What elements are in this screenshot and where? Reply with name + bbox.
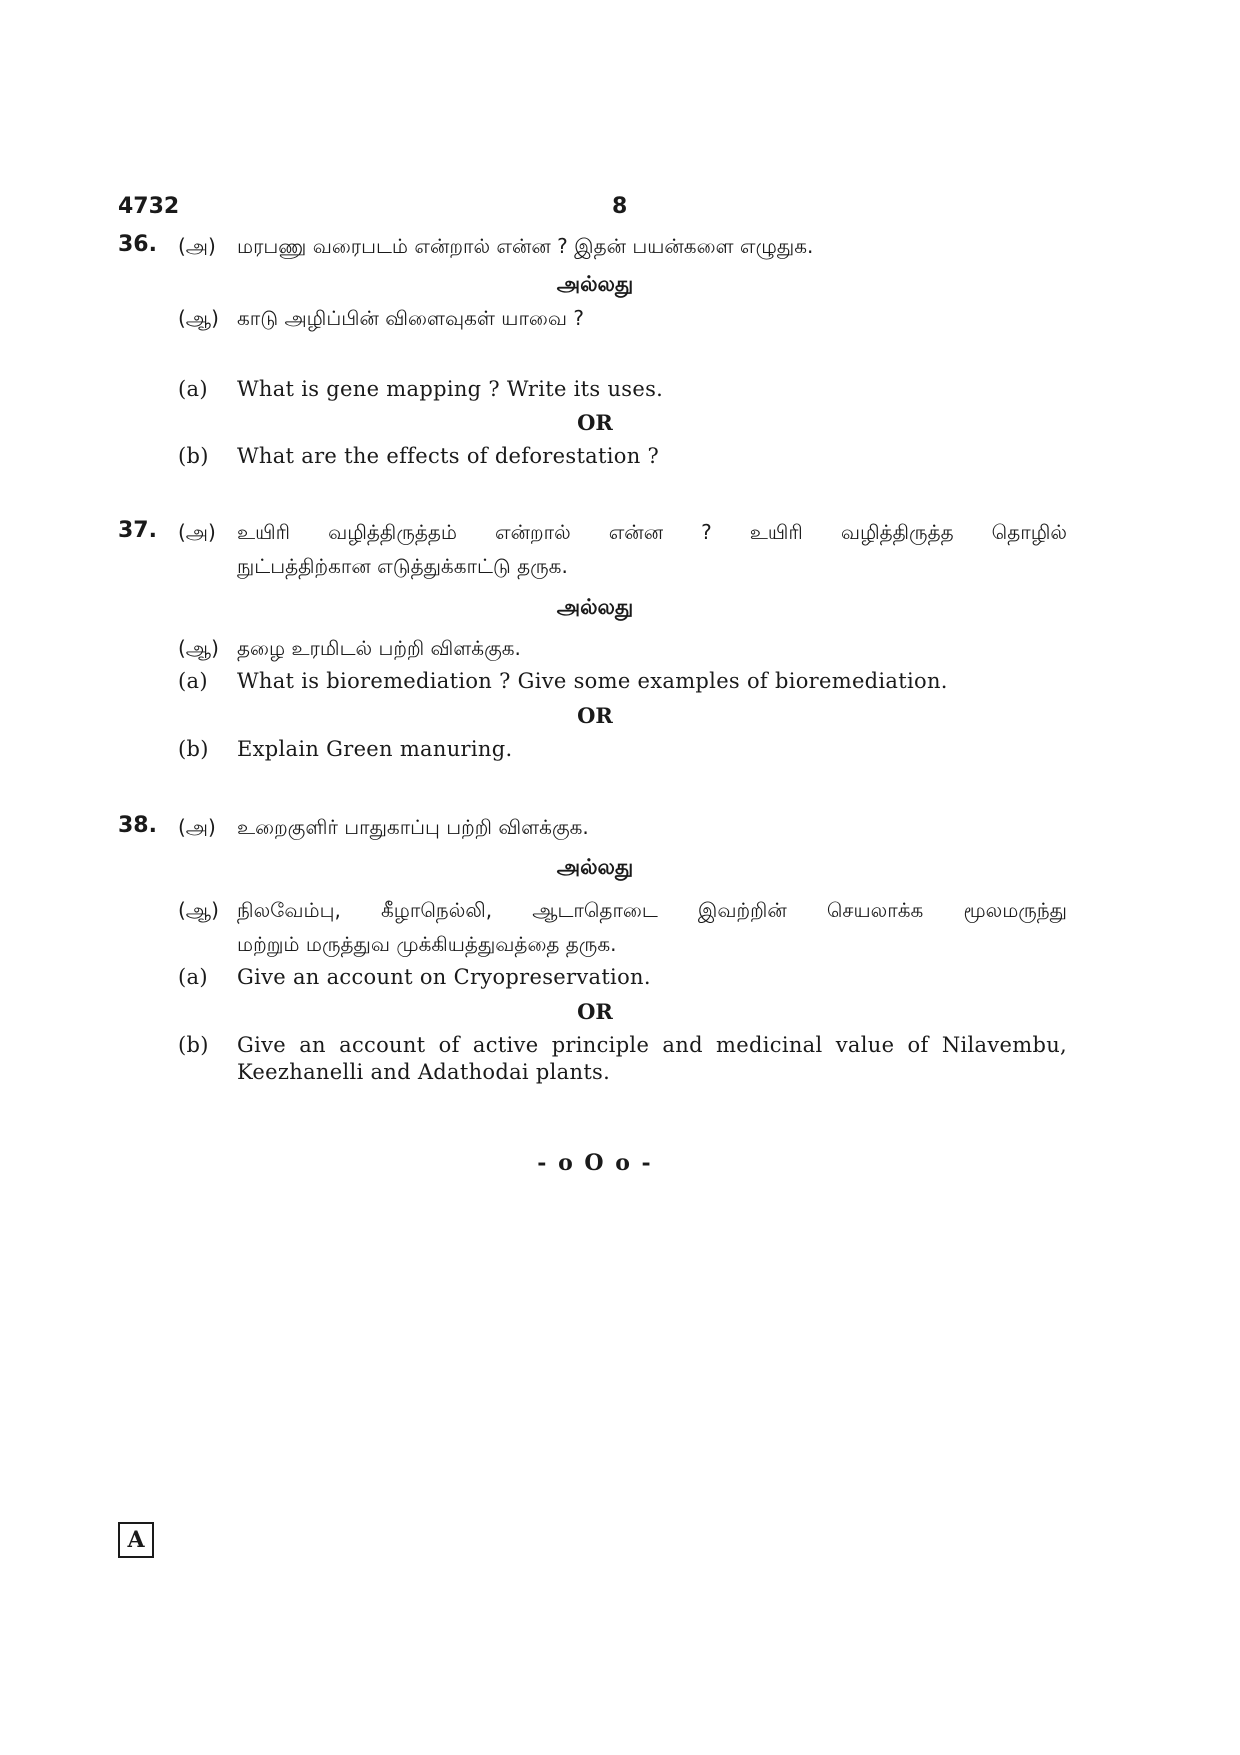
option-label: (அ): [178, 520, 216, 544]
option-label: (ஆ): [178, 636, 219, 660]
option-label: (ஆ): [178, 306, 219, 330]
or-divider-english: OR: [577, 703, 613, 728]
option-label: (b): [178, 737, 209, 761]
question-text-tamil: மற்றும் மருத்துவ முக்கியத்துவத்தை தருக.: [237, 932, 617, 956]
question-text-tamil: உறைகுளிர் பாதுகாப்பு பற்றி விளக்குக.: [237, 815, 589, 839]
question-text-english: Keezhanelli and Adathodai plants.: [237, 1060, 611, 1084]
question-text-tamil: மரபணு வரைபடம் என்றால் என்ன ? இதன் பயன்களை எழுதுக.: [237, 234, 814, 258]
or-divider-english: OR: [577, 410, 613, 435]
option-label: (a): [178, 669, 208, 693]
question-number: 38.: [118, 813, 157, 838]
question-text-english: Give an account of active principle and medicinal value of Nilavembu,: [237, 1033, 1067, 1057]
paper-version-box: A: [118, 1522, 154, 1558]
question-text-tamil: காடு அழிப்பின் விளைவுகள் யாவை ?: [237, 306, 584, 330]
option-label: (a): [178, 377, 208, 401]
option-label: (b): [178, 444, 209, 468]
question-text-english: What are the effects of deforestation ?: [237, 444, 660, 468]
question-text-tamil: நுட்பத்திற்கான எடுத்துக்காட்டு தருக.: [237, 554, 568, 578]
or-divider-tamil: அல்லது: [556, 595, 634, 619]
question-text-tamil: உயிரி வழித்திருத்தம் என்றால் என்ன ? உயிரி வழித்திருத்த தொழில்: [237, 520, 1067, 544]
question-number: 37.: [118, 518, 157, 543]
question-text-english: What is bioremediation ? Give some examples of bioremediation.: [237, 669, 948, 693]
end-of-paper-mark: - o O o -: [537, 1150, 653, 1176]
paper-code: 4732: [118, 194, 180, 219]
question-text-tamil: தழை உரமிடல் பற்றி விளக்குக.: [237, 636, 521, 660]
or-divider-tamil: அல்லது: [556, 855, 634, 879]
page-number: 8: [612, 194, 628, 219]
question-text-tamil: நிலவேம்பு, கீழாநெல்லி, ஆடாதொடை இவற்றின் செயலாக்க மூலமருந்து: [237, 898, 1067, 922]
question-text-english: What is gene mapping ? Write its uses.: [237, 377, 664, 401]
option-label: (அ): [178, 234, 216, 258]
or-divider-tamil: அல்லது: [556, 272, 634, 296]
option-label: (அ): [178, 815, 216, 839]
question-number: 36.: [118, 232, 157, 257]
option-label: (ஆ): [178, 898, 219, 922]
option-label: (a): [178, 965, 208, 989]
or-divider-english: OR: [577, 999, 613, 1024]
question-text-english: Explain Green manuring.: [237, 737, 513, 761]
question-text-english: Give an account on Cryopreservation.: [237, 965, 651, 989]
option-label: (b): [178, 1033, 209, 1057]
